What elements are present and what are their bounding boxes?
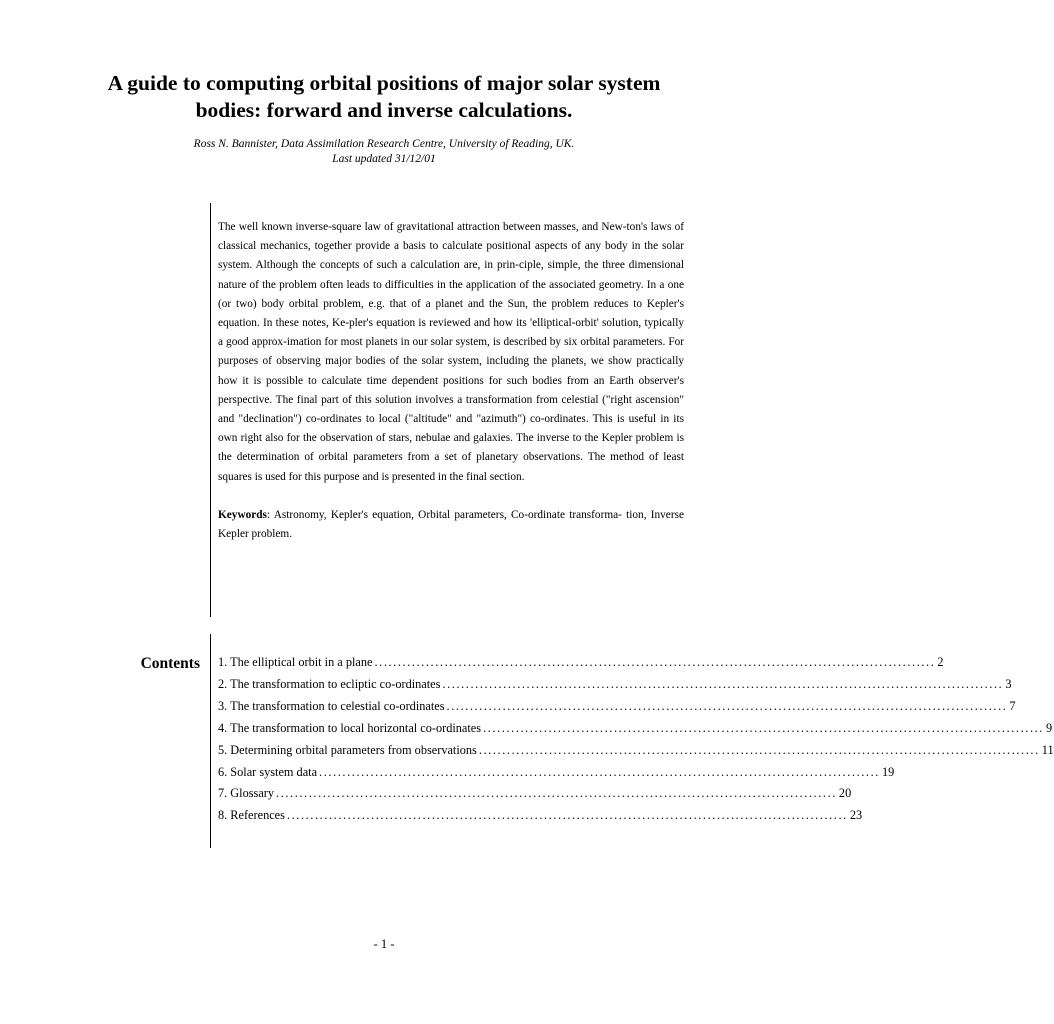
toc-entry-3 [218, 696, 1016, 718]
abstract-line: from celestial ("right ascension" and "declination") co-ordinates to local ("altitude" and [218, 393, 684, 426]
abstract-line: pler's equation is reviewed and how its 'elliptical-orbit' solution, typically a good approx- [218, 317, 685, 349]
toc-entry-page: 23 [849, 808, 863, 823]
table-of-contents [218, 652, 1054, 827]
toc-entry-page: 9 [1045, 720, 1053, 735]
toc-entry-title: 8. References [218, 808, 285, 823]
abstract-line: of any body in the solar system. Although the concepts of such a calculation are, in prin- [218, 240, 684, 272]
abstract-line: ton's laws of classical mechanics, together provide a basis to calculate positional aspects [218, 221, 684, 253]
toc-leader-dots: ........................................................................................................................ [286, 808, 848, 823]
abstract-line: "azimuth") co-ordinates. This is useful in its own right also for the observation of stars, [218, 413, 684, 445]
last-updated: Last updated 31/12/01 [332, 153, 436, 165]
toc-leader-dots: ........................................................................................................................ [483, 720, 1044, 735]
abstract-line: The well known inverse-square law of gravitational attraction between masses, and New- [218, 221, 627, 233]
toc-leader-dots: ........................................................................................................................ [319, 764, 880, 779]
abstract-line: parameters from a set of planetary observations. The method of least squares is used for [218, 451, 684, 483]
toc-leader-dots: ........................................................................................................................ [478, 742, 1040, 757]
abstract-line: application of the associated geometry. In a one (or two) body orbital problem, e.g. that [218, 278, 684, 310]
keywords-text-1: : Astronomy, Kepler's equation, Orbital parameters, Co-ordinate transforma- [266, 508, 622, 521]
toc-entry-page: 3 [1005, 676, 1012, 691]
abstract-line: practically how it is possible to calculate time dependent positions for such bodies from [218, 355, 684, 387]
keywords-text-2: tion, Inverse Kepler problem. [218, 508, 684, 541]
toc-entry-1 [218, 652, 944, 674]
abstract-line: nebulae and galaxies. The inverse to the Kepler problem is the determination of orbital [218, 432, 684, 464]
toc-entry-title: 4. The transformation to local horizontal co-ordinates [218, 720, 482, 735]
contents-vertical-rule [210, 634, 211, 848]
toc-leader-dots: ........................................................................................................................ [446, 698, 1008, 713]
title-line-2: bodies: forward and inverse calculations. [195, 98, 573, 122]
toc-leader-dots: ........................................................................................................................ [374, 655, 936, 669]
toc-entry-5 [218, 740, 1054, 762]
abstract-body [218, 218, 684, 487]
toc-entry-page: 7 [1009, 698, 1016, 713]
document-title [60, 70, 708, 124]
toc-entry-page: 20 [838, 786, 852, 801]
abstract [218, 218, 684, 544]
abstract-line: an Earth observer's perspective. The final part of this solution involves a transformation [218, 374, 684, 406]
toc-leader-dots: ........................................................................................................................ [442, 676, 1004, 691]
toc-leader-dots: ........................................................................................................................ [276, 786, 837, 801]
abstract-line: ciple, simple, the three dimensional nature of the problem often leads to difficulties in the [218, 259, 685, 291]
toc-entry-title: 2. The transformation to ecliptic co-ordinates [218, 676, 441, 691]
abstract-line: of a planet and the Sun, the problem reduces to Kepler's equation. In these notes, Ke- [218, 297, 684, 330]
abstract-line: this purpose and is presented in the final section. [304, 470, 525, 483]
toc-entry-page: 19 [881, 764, 895, 779]
author-affiliation: Ross N. Bannister, Data Assimilation Research Centre, University of Reading, UK. [193, 138, 575, 150]
title-line-1: A guide to computing orbital positions of major solar system [107, 71, 661, 95]
toc-entry-6 [218, 762, 895, 784]
toc-entry-title: 3. The transformation to celestial co-ordinates [218, 698, 445, 713]
toc-entry-7 [218, 783, 852, 805]
toc-entry-page: 2 [937, 655, 944, 669]
toc-entry-2 [218, 674, 1012, 696]
toc-entry-title: 6. Solar system data [218, 764, 318, 779]
keywords [218, 506, 684, 544]
keywords-label: Keywords [218, 508, 267, 521]
contents-heading: Contents [140, 655, 200, 672]
toc-entry-title: 7. Glossary [218, 786, 275, 801]
page-number: - 1 - [373, 937, 395, 951]
toc-entry-title: 5. Determining orbital parameters from observations [218, 742, 477, 757]
toc-entry-8 [218, 805, 863, 827]
author-block [60, 137, 708, 167]
toc-entry-4 [218, 718, 1053, 740]
abstract-line: purposes of observing major bodies of the solar system, including the planets, we show [218, 355, 637, 368]
toc-entry-title: 1. The elliptical orbit in a plane [218, 655, 373, 669]
abstract-line: imation for most planets in our solar system, is described by six orbital parameters. For [286, 336, 685, 349]
abstract-vertical-rule [210, 203, 211, 617]
toc-entry-page: 11 [1041, 742, 1054, 757]
